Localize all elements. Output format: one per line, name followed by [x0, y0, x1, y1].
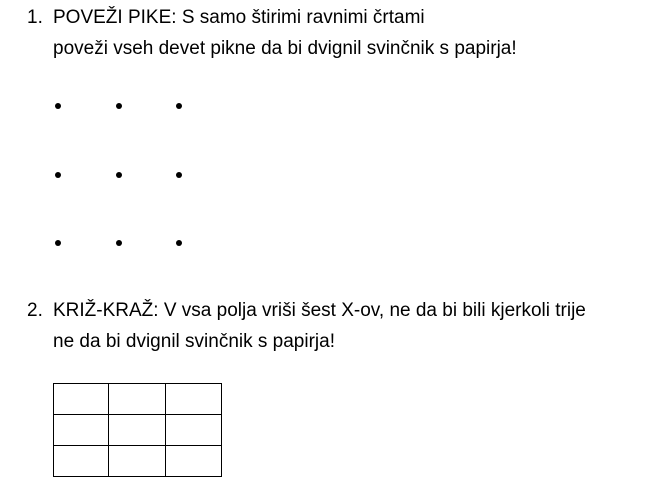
dot: [55, 103, 61, 109]
grid-row: [54, 415, 222, 446]
grid-cell[interactable]: [166, 415, 222, 446]
grid-row: [54, 446, 222, 477]
dot: [176, 172, 182, 178]
grid-cell[interactable]: [54, 384, 109, 415]
grid-cell[interactable]: [166, 446, 222, 477]
task-2-line-1: KRIŽ-KRAŽ: V vsa polja vriši šest X-ov, ne da bi bili kjerkoli trije: [53, 300, 586, 321]
task-1-number: 1.: [27, 7, 43, 28]
dot: [116, 240, 122, 246]
task-2-number: 2.: [27, 300, 43, 321]
dot: [116, 172, 122, 178]
task-1-line-1: POVEŽI PIKE: S samo štirimi ravnimi črtami: [53, 7, 425, 28]
dot: [55, 240, 61, 246]
grid-cell[interactable]: [54, 415, 109, 446]
task-2-line-2: ne da bi dvignil svinčnik s papirja!: [53, 331, 335, 352]
dot: [116, 103, 122, 109]
grid-cell[interactable]: [109, 415, 166, 446]
dot: [176, 103, 182, 109]
grid-row: [54, 384, 222, 415]
tic-tac-toe-grid: [53, 383, 222, 477]
dot: [176, 240, 182, 246]
grid-cell[interactable]: [109, 446, 166, 477]
grid-cell[interactable]: [166, 384, 222, 415]
grid-cell[interactable]: [109, 384, 166, 415]
task-2: [27, 295, 586, 357]
grid-cell[interactable]: [54, 446, 109, 477]
dot: [55, 172, 61, 178]
task-1-line-2: poveži vseh devet pikne da bi dvignil svinčnik s papirja!: [53, 38, 517, 59]
